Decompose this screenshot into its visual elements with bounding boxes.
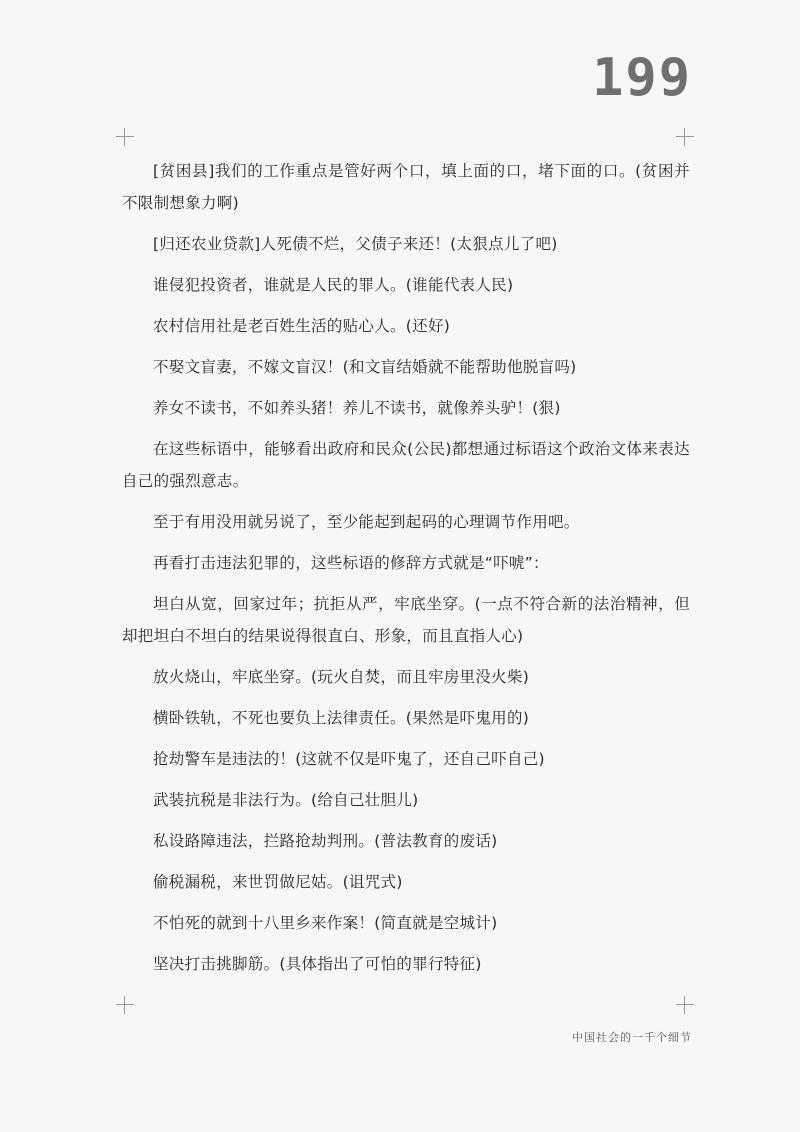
paragraph: 武装抗税是非法行为。(给自己壮胆儿): [153, 791, 419, 809]
paragraph: 不娶文盲妻，不嫁文盲汉！(和文盲结婚就不能帮助他脱盲吗): [153, 358, 577, 376]
paragraph: 抢劫警车是违法的！(这就不仅是吓鬼了，还自己吓自己): [153, 750, 545, 768]
crop-mark-bottom-left: [116, 996, 134, 1014]
paragraph: 谁侵犯投资者，谁就是人民的罪人。(谁能代表人民): [153, 276, 514, 294]
paragraph: 坚决打击挑脚筋。(具体指出了可怕的罪行特征): [153, 955, 482, 973]
paragraph: 养女不读书，不如养头猪！养儿不读书，就像养头驴！(狠): [153, 399, 561, 417]
page-number: 199: [592, 48, 692, 108]
paragraph: 放火烧山，牢底坐穿。(玩火自焚，而且牢房里没火柴): [153, 668, 530, 686]
paragraph: 在这些标语中，能够看出政府和民众(公民)都想通过标语这个政治文体来表达自己的强烈意志。: [122, 440, 690, 490]
paragraph: 再看打击违法犯罪的，这些标语的修辞方式就是“吓唬”：: [153, 554, 549, 572]
paragraph: 横卧铁轨，不死也要负上法律责任。(果然是吓鬼用的): [153, 709, 530, 727]
running-footer: 中国社会的一千个细节: [572, 1031, 692, 1044]
paragraph: [贫困县]我们的工作重点是管好两个口，填上面的口，堵下面的口。(贫困并不限制想象力啊): [122, 162, 690, 212]
paragraph: 坦白从宽，回家过年；抗拒从严，牢底坐穿。(一点不符合新的法治精神，但却把坦白不坦白的结果说得很直白、形象，而且直指人心): [122, 595, 690, 645]
crop-mark-bottom-right: [676, 996, 694, 1014]
paragraph: [归还农业贷款]人死债不烂，父债子来还！(太狠点儿了吧): [153, 235, 558, 253]
paragraph: 不怕死的就到十八里乡来作案！(简直就是空城计): [153, 914, 498, 932]
paragraph: 偷税漏税，来世罚做尼姑。(诅咒式): [153, 873, 403, 891]
paragraph: 私设路障违法，拦路抢劫判刑。(普法教育的废话): [153, 832, 498, 850]
crop-mark-top-right: [676, 128, 694, 146]
paragraph: 至于有用没用就另说了，至少能起到起码的心理调节作用吧。: [153, 513, 580, 531]
body-text: [122, 155, 690, 989]
paragraph: 农村信用社是老百姓生活的贴心人。(还好): [153, 317, 451, 335]
crop-mark-top-left: [116, 128, 134, 146]
